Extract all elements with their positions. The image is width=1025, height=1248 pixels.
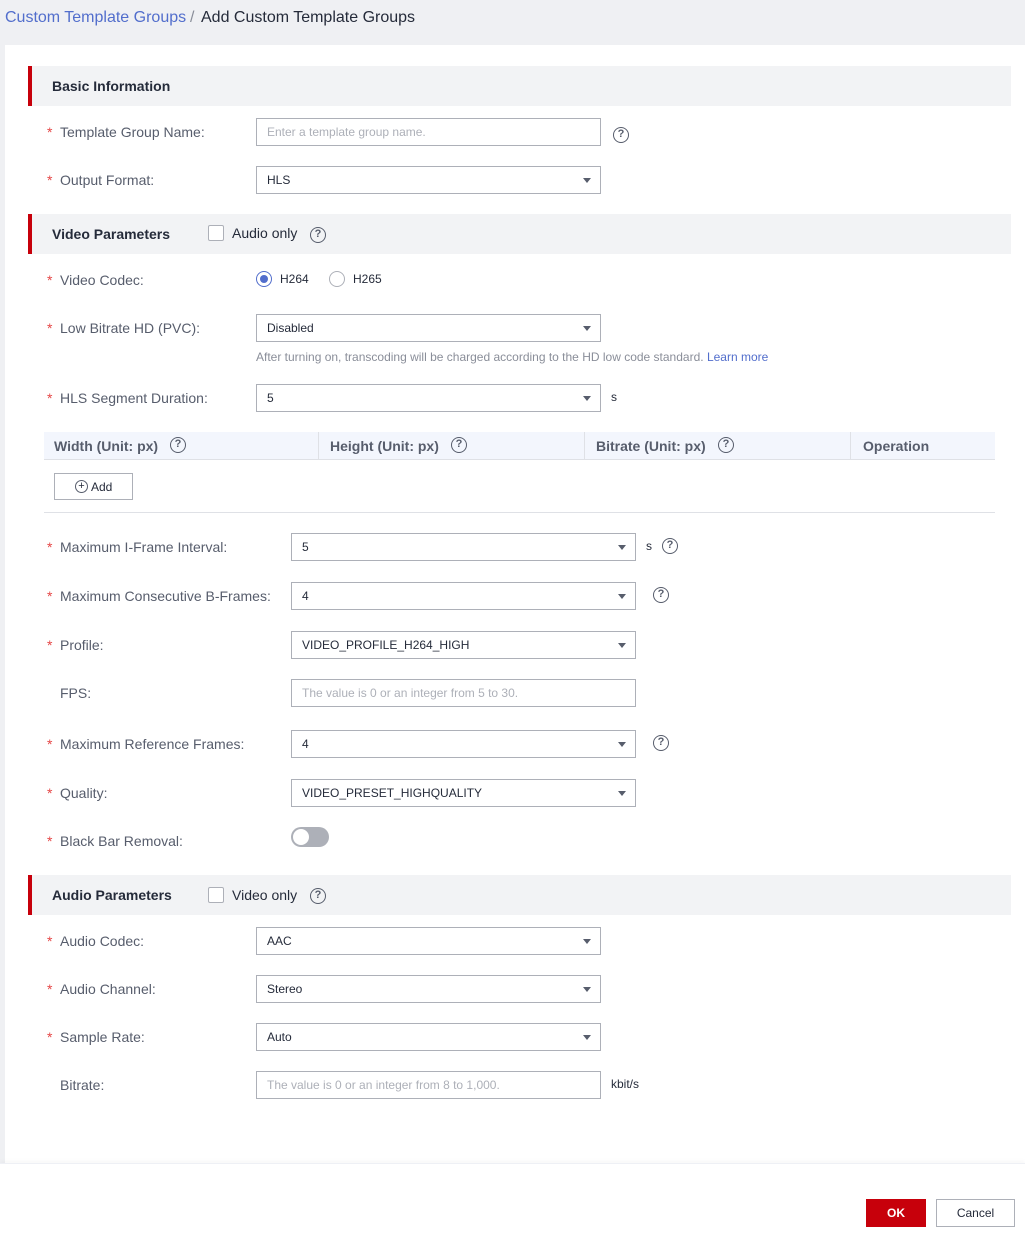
section-video-parameters	[28, 214, 1011, 254]
help-icon[interactable]: ?	[170, 437, 186, 453]
bitrate-unit: kbit/s	[611, 1077, 640, 1091]
chevron-down-icon	[618, 742, 626, 747]
segment-unit: s	[611, 390, 617, 404]
template-group-name-input[interactable]: Enter a template group name.	[256, 118, 601, 146]
column-divider	[584, 432, 585, 459]
required-mark: *	[47, 272, 53, 288]
column-header-bitrate: Bitrate (Unit: px)	[596, 438, 706, 454]
chevron-down-icon	[583, 939, 591, 944]
section-title: Basic Information	[52, 78, 171, 94]
output-format-label: Output Format:	[60, 172, 155, 188]
max-reference-frames-label: Maximum Reference Frames:	[60, 736, 245, 752]
max-iframe-interval-select[interactable]	[291, 533, 636, 561]
required-mark: *	[47, 736, 53, 752]
chevron-down-icon	[583, 1035, 591, 1040]
help-icon[interactable]: ?	[653, 735, 669, 751]
bitrate-label: Bitrate:	[60, 1077, 105, 1093]
required-mark: *	[47, 833, 53, 849]
add-circle-icon: +	[75, 480, 88, 493]
required-mark: *	[47, 124, 53, 140]
max-consecutive-bframes-select[interactable]	[291, 582, 636, 610]
section-title: Audio Parameters	[52, 887, 172, 903]
required-mark: *	[47, 172, 53, 188]
output-format-value: HLS	[267, 173, 291, 187]
ok-button[interactable]: OK	[866, 1199, 926, 1227]
max-iframe-interval-value: 5	[302, 540, 309, 554]
cancel-button[interactable]: Cancel	[936, 1199, 1015, 1227]
low-bitrate-hd-value: Disabled	[267, 321, 314, 335]
template-group-name-label: Template Group Name:	[60, 124, 205, 140]
required-mark: *	[47, 390, 53, 406]
audio-codec-select[interactable]	[256, 927, 601, 955]
max-iframe-interval-label: Maximum I-Frame Interval:	[60, 539, 228, 555]
black-bar-removal-toggle[interactable]	[291, 827, 329, 847]
max-consecutive-bframes-value: 4	[302, 589, 309, 603]
column-header-width: Width (Unit: px)	[54, 438, 159, 454]
max-reference-frames-select[interactable]	[291, 730, 636, 758]
column-divider	[850, 432, 851, 459]
add-button-label: Add	[91, 480, 113, 494]
radio-h265[interactable]	[329, 271, 345, 287]
hls-segment-duration-label: HLS Segment Duration:	[60, 390, 208, 406]
fps-label: FPS:	[60, 685, 92, 701]
sample-rate-value: Auto	[267, 1030, 292, 1044]
quality-label: Quality:	[60, 785, 108, 801]
chevron-down-icon	[618, 643, 626, 648]
required-mark: *	[47, 539, 53, 555]
breadcrumb	[0, 0, 1025, 45]
chevron-down-icon	[583, 987, 591, 992]
help-icon[interactable]: ?	[310, 888, 326, 904]
radio-h264-label[interactable]: H264	[280, 272, 309, 286]
chevron-down-icon	[618, 545, 626, 550]
add-resolution-button[interactable]	[54, 473, 133, 500]
video-only-label[interactable]: Video only	[232, 887, 298, 903]
column-divider	[318, 432, 319, 459]
help-icon[interactable]: ?	[310, 227, 326, 243]
learn-more-link[interactable]: Learn more	[706, 350, 769, 364]
audio-codec-label: Audio Codec:	[60, 933, 145, 949]
sample-rate-select[interactable]	[256, 1023, 601, 1051]
chevron-down-icon	[583, 326, 591, 331]
profile-select[interactable]	[291, 631, 636, 659]
section-title: Video Parameters	[52, 226, 171, 242]
section-basic-information	[28, 66, 1011, 106]
max-consecutive-bframes-label: Maximum Consecutive B-Frames:	[60, 588, 271, 604]
help-icon[interactable]: ?	[718, 437, 734, 453]
column-header-height: Height (Unit: px)	[330, 438, 439, 454]
low-bitrate-hd-select[interactable]	[256, 314, 601, 342]
breadcrumb-parent-link[interactable]: Custom Template Groups	[5, 9, 187, 26]
radio-h265-label[interactable]: H265	[353, 272, 382, 286]
chevron-down-icon	[618, 791, 626, 796]
required-mark: *	[47, 933, 53, 949]
audio-only-checkbox[interactable]	[208, 225, 224, 241]
bitrate-input[interactable]: The value is 0 or an integer from 8 to 1,000.	[256, 1071, 601, 1099]
profile-value: VIDEO_PROFILE_H264_HIGH	[302, 638, 470, 652]
hls-segment-duration-select[interactable]	[256, 384, 601, 412]
video-codec-label: Video Codec:	[60, 272, 144, 288]
audio-channel-label: Audio Channel:	[60, 981, 156, 997]
required-mark: *	[47, 1029, 53, 1045]
breadcrumb-separator: /	[190, 9, 195, 26]
sample-rate-label: Sample Rate:	[60, 1029, 145, 1045]
chevron-down-icon	[618, 594, 626, 599]
required-mark: *	[47, 785, 53, 801]
help-icon[interactable]: ?	[653, 587, 669, 603]
required-mark: *	[47, 981, 53, 997]
audio-channel-value: Stereo	[267, 982, 303, 996]
required-mark: *	[47, 320, 53, 336]
resolution-table-header	[44, 432, 995, 460]
chevron-down-icon	[583, 396, 591, 401]
required-mark: *	[47, 588, 53, 604]
radio-h264[interactable]	[256, 271, 272, 287]
help-icon[interactable]: ?	[451, 437, 467, 453]
audio-only-label[interactable]: Audio only	[232, 225, 298, 241]
pvc-hint-text: After turning on, transcoding will be charged according to the HD low code standard.	[256, 350, 704, 364]
iframe-unit: s	[646, 539, 652, 553]
video-only-checkbox[interactable]	[208, 887, 224, 903]
quality-value: VIDEO_PRESET_HIGHQUALITY	[302, 786, 483, 800]
breadcrumb-current: Add Custom Template Groups	[201, 9, 416, 26]
chevron-down-icon	[583, 178, 591, 183]
quality-select[interactable]	[291, 779, 636, 807]
profile-label: Profile:	[60, 637, 104, 653]
pvc-hint	[256, 350, 768, 364]
audio-channel-select[interactable]	[256, 975, 601, 1003]
help-icon[interactable]: ?	[613, 127, 629, 143]
output-format-select[interactable]	[256, 166, 601, 194]
required-mark: *	[47, 637, 53, 653]
max-reference-frames-value: 4	[302, 737, 309, 751]
help-icon[interactable]: ?	[662, 538, 678, 554]
fps-input[interactable]: The value is 0 or an integer from 5 to 30.	[291, 679, 636, 707]
low-bitrate-hd-label: Low Bitrate HD (PVC):	[60, 320, 201, 336]
divider	[44, 512, 995, 513]
section-audio-parameters	[28, 875, 1011, 915]
audio-codec-value: AAC	[267, 934, 292, 948]
toggle-knob	[293, 829, 309, 845]
column-header-operation: Operation	[863, 438, 930, 454]
black-bar-removal-label: Black Bar Removal:	[60, 833, 183, 849]
hls-segment-duration-value: 5	[267, 391, 274, 405]
